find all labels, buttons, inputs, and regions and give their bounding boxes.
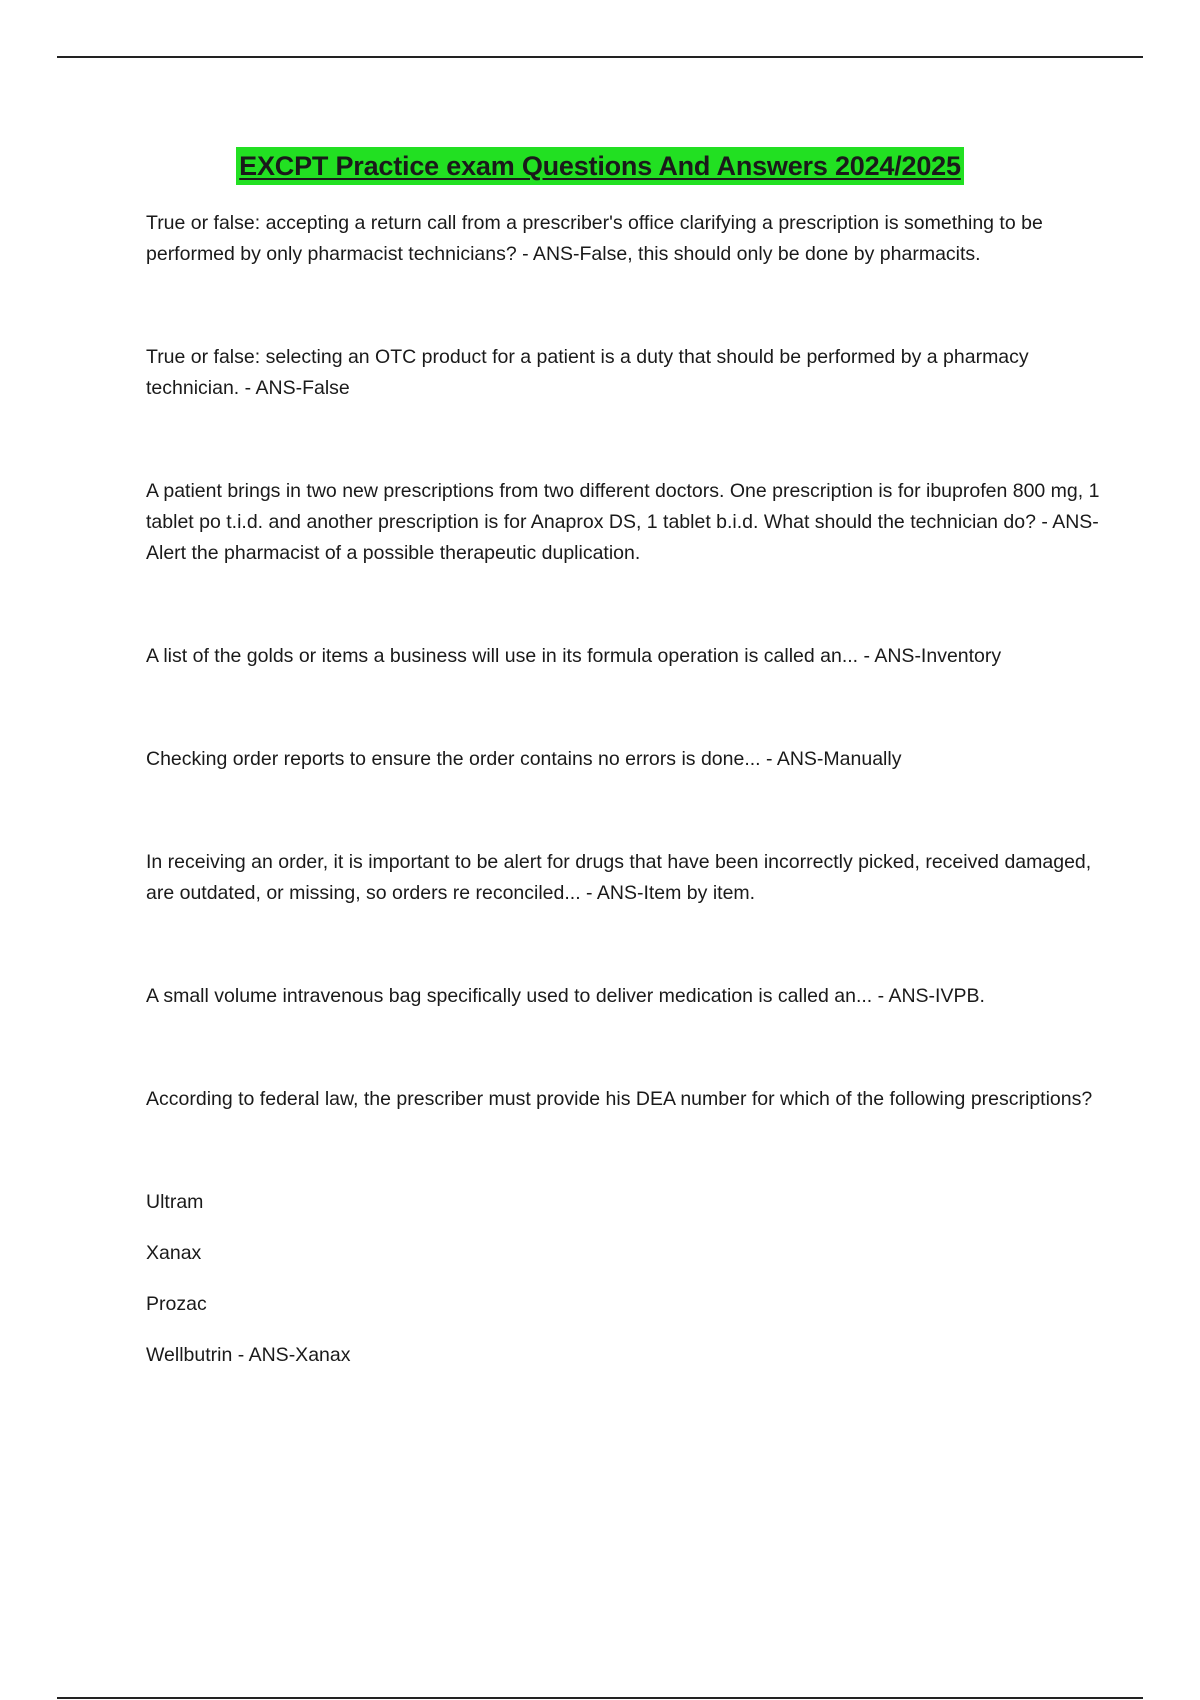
document-body <box>146 208 1101 1371</box>
qa-item-4: A list of the golds or items a business will use in its formula operation is called an... - ANS-Inventory <box>146 645 1002 667</box>
spacer <box>146 1320 1101 1340</box>
qa-item-5: Checking order reports to ensure the order contains no errors is done... - ANS-Manually <box>146 748 902 770</box>
qa-item-2: True or false: selecting an OTC product for a patient is a duty that should be performed by a pharmacy technician. - ANS-False <box>146 346 1029 399</box>
spacer <box>146 270 1101 342</box>
qa-item-3: A patient brings in two new prescriptions from two different doctors. One prescription is for ibuprofen 800 mg, 1 tablet po t.i.d. and another prescription is for Anaprox DS, 1 tablet b.i.d. What should the technician do? - ANS-Alert the pharmacist of a possible therapeutic duplication. <box>146 480 1100 564</box>
spacer <box>146 1269 1101 1289</box>
option-ultram: Ultram <box>146 1191 204 1213</box>
option-xanax: Xanax <box>146 1242 202 1264</box>
qa-item-8: According to federal law, the prescriber must provide his DEA number for which of the following prescriptions? <box>146 1088 1093 1110</box>
option-prozac: Prozac <box>146 1293 207 1315</box>
option-wellbutrin-answer: Wellbutrin - ANS-Xanax <box>146 1344 351 1366</box>
document-title: EXCPT Practice exam Questions And Answers 2024/2025 <box>236 147 964 185</box>
top-divider <box>57 56 1143 58</box>
bottom-divider <box>57 1697 1143 1699</box>
spacer <box>146 1012 1101 1084</box>
spacer <box>146 1218 1101 1238</box>
title-wrap <box>0 147 1200 185</box>
qa-item-6: In receiving an order, it is important to be alert for drugs that have been incorrectly picked, received damaged, are outdated, or missing, so orders re reconciled... - ANS-Item by item. <box>146 851 1092 904</box>
spacer <box>146 672 1101 744</box>
spacer <box>146 775 1101 847</box>
spacer <box>146 909 1101 981</box>
spacer <box>146 569 1101 641</box>
spacer <box>146 404 1101 476</box>
spacer <box>146 1115 1101 1187</box>
qa-item-1: True or false: accepting a return call from a prescriber's office clarifying a prescription is something to be performed by only pharmacist technicians? - ANS-False, this should only be done by pharmacits. <box>146 212 1043 265</box>
qa-item-7: A small volume intravenous bag specifically used to deliver medication is called an... - ANS-IVPB. <box>146 985 985 1007</box>
